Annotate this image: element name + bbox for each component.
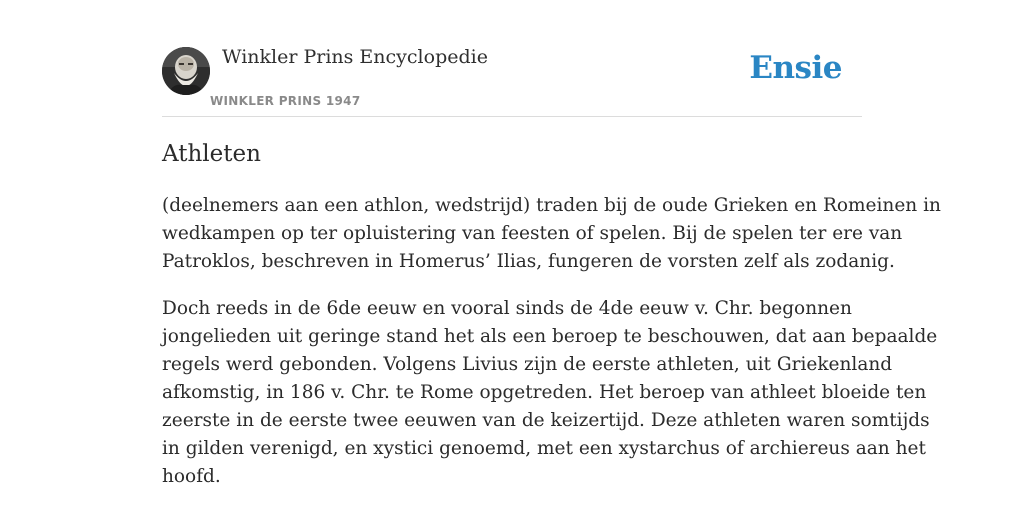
site-name-link[interactable]: Winkler Prins Encyclopedie: [222, 46, 488, 68]
paragraph-line: Doch reeds in de 6de eeuw en vooral sinds de 4de eeuw v. Chr. begonnen: [162, 298, 852, 319]
paragraph-line: zeerste in de eerste twee eeuwen van de keizertijd. Deze athleten waren somtijds: [162, 410, 930, 431]
article-title: Athleten: [162, 141, 261, 167]
paragraph-line: in gilden verenigd, en xystici genoemd, met een xystarchus of archiereus aan het: [162, 438, 926, 459]
header: [162, 0, 862, 117]
paragraph-line: (deelnemers aan een athlon, wedstrijd) traden bij de oude Grieken en Romeinen in: [162, 195, 941, 216]
edition-label: WINKLER PRINS 1947: [210, 94, 361, 108]
article-paragraph: [162, 295, 938, 491]
portrait-icon: [162, 47, 210, 95]
paragraph-line: Patroklos, beschreven in Homerus’ Ilias, fungeren de vorsten zelf als zodanig.: [162, 251, 895, 272]
ensie-logo[interactable]: Ensie: [749, 50, 842, 86]
article-body: [162, 192, 941, 510]
paragraph-line: regels werd gebonden. Volgens Livius zijn de eerste athleten, uit Griekenland: [162, 354, 893, 375]
paragraph-line: jongelieden uit geringe stand het als een beroep te beschouwen, dat aan bepaalde: [162, 326, 938, 347]
author-avatar[interactable]: [162, 47, 210, 95]
paragraph-line: hoofd.: [162, 466, 221, 487]
article-paragraph: [162, 192, 941, 276]
paragraph-line: wedkampen op ter opluistering van feesten of spelen. Bij de spelen ter ere van: [162, 223, 903, 244]
paragraph-line: afkomstig, in 186 v. Chr. te Rome opgetreden. Het beroep van athleet bloeide ten: [162, 382, 927, 403]
page-container: [162, 0, 941, 487]
